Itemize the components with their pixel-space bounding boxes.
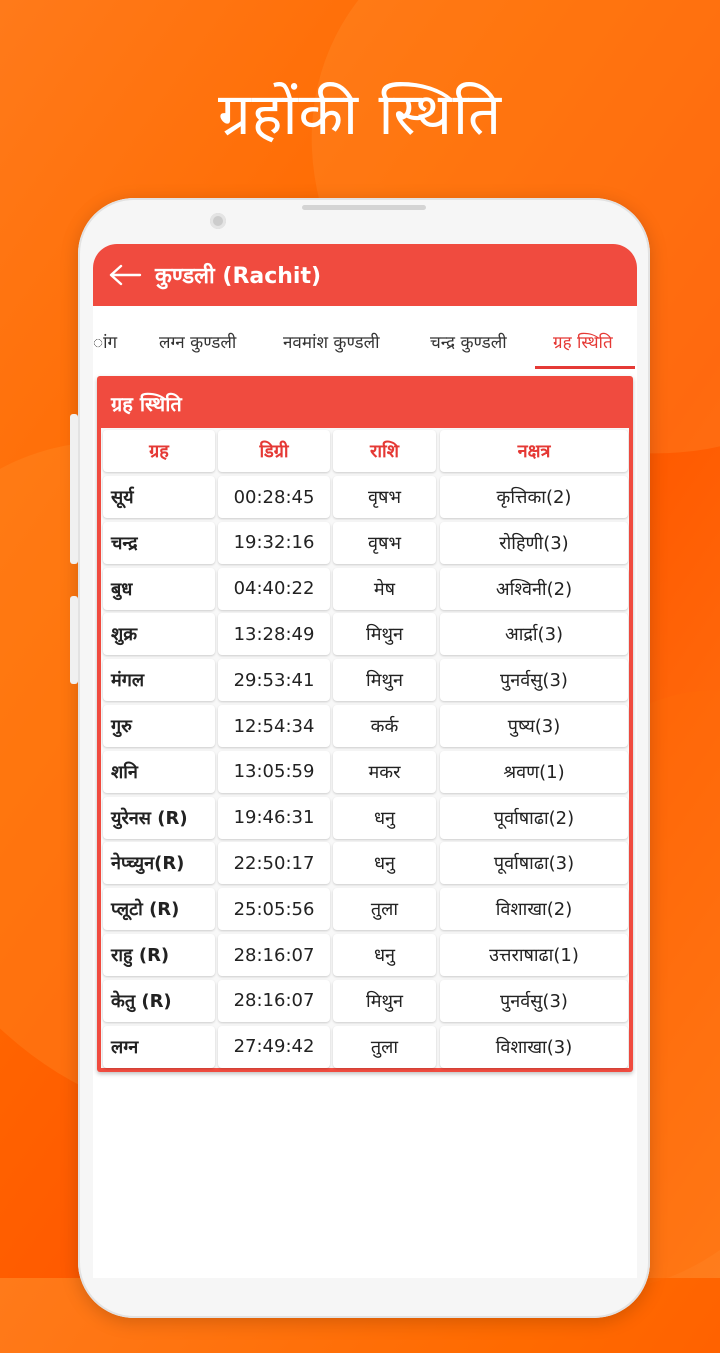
- column-header-degree: डिग्री: [218, 430, 330, 472]
- table-cell-planet: शुक्र: [103, 613, 215, 655]
- app-screen: [93, 244, 637, 1278]
- table-cell-degree: 19:32:16: [218, 522, 330, 564]
- column-header-planet: ग्रह: [103, 430, 215, 472]
- table-cell-planet: सूर्य: [103, 476, 215, 518]
- table-cell-degree: 13:05:59: [218, 751, 330, 793]
- table-cell-degree: 00:28:45: [218, 476, 330, 518]
- table-cell-rashi: मेष: [333, 568, 436, 610]
- table-cell-nakshatra: पुष्य(3): [440, 705, 628, 747]
- table-cell-planet: बुध: [103, 568, 215, 610]
- table-cell-rashi: तुला: [333, 888, 436, 930]
- table-cell-degree: 29:53:41: [218, 659, 330, 701]
- table-cell-degree: 28:16:07: [218, 934, 330, 976]
- table-cell-planet: युरेनस (R): [103, 797, 215, 839]
- table-cell-rashi: मिथुन: [333, 659, 436, 701]
- active-tab-indicator: [535, 366, 635, 369]
- table-cell-nakshatra: विशाखा(2): [440, 888, 628, 930]
- table-cell-planet: लग्न: [103, 1026, 215, 1068]
- table-cell-rashi: तुला: [333, 1026, 436, 1068]
- tab-graha-sthiti[interactable]: ग्रह स्थिति: [553, 333, 613, 353]
- tab-chandra-kundali[interactable]: चन्द्र कुण्डली: [430, 333, 507, 353]
- table-cell-nakshatra: रोहिणी(3): [440, 522, 628, 564]
- table-cell-planet: शनि: [103, 751, 215, 793]
- table-cell-nakshatra: विशाखा(3): [440, 1026, 628, 1068]
- table-cell-rashi: मिथुन: [333, 613, 436, 655]
- graha-sthiti-card: [97, 376, 633, 1072]
- table-cell-rashi: धनु: [333, 842, 436, 884]
- table-cell-degree: 28:16:07: [218, 980, 330, 1022]
- table-cell-planet: मंगल: [103, 659, 215, 701]
- app-bar: [93, 244, 637, 306]
- card-title: ग्रह स्थिति: [111, 392, 182, 416]
- phone-speaker: [302, 205, 426, 210]
- tab-bar: [93, 318, 637, 370]
- table-cell-nakshatra: पुनर्वसु(3): [440, 980, 628, 1022]
- table-cell-degree: 04:40:22: [218, 568, 330, 610]
- table-cell-nakshatra: आर्द्रा(3): [440, 613, 628, 655]
- table-cell-nakshatra: अश्विनी(2): [440, 568, 628, 610]
- table-cell-degree: 27:49:42: [218, 1026, 330, 1068]
- table-cell-planet: राहु (R): [103, 934, 215, 976]
- table-cell-rashi: धनु: [333, 934, 436, 976]
- table-cell-rashi: धनु: [333, 797, 436, 839]
- table-cell-rashi: कर्क: [333, 705, 436, 747]
- table-cell-rashi: वृषभ: [333, 476, 436, 518]
- table-cell-planet: गुरु: [103, 705, 215, 747]
- table-cell-degree: 12:54:34: [218, 705, 330, 747]
- tab-navamsha-kundali[interactable]: नवमांश कुण्डली: [283, 333, 380, 353]
- page-title: कुण्डली (Rachit): [155, 264, 322, 289]
- table-cell-nakshatra: कृत्तिका(2): [440, 476, 628, 518]
- tab-lagna-kundali[interactable]: लग्न कुण्डली: [159, 333, 237, 353]
- table-cell-planet: चन्द्र: [103, 522, 215, 564]
- table-cell-planet: केतु (R): [103, 980, 215, 1022]
- planet-table: [101, 428, 629, 1068]
- table-cell-degree: 19:46:31: [218, 797, 330, 839]
- camera-icon: [210, 213, 226, 229]
- column-header-rashi: राशि: [333, 430, 436, 472]
- phone-side-button: [70, 596, 78, 684]
- arrow-left-icon[interactable]: [107, 257, 143, 293]
- table-cell-degree: 25:05:56: [218, 888, 330, 930]
- table-cell-planet: नेप्च्युन(R): [103, 842, 215, 884]
- promo-headline: ग्रहोंकी स्थिति: [217, 80, 503, 148]
- table-cell-nakshatra: श्रवण(1): [440, 751, 628, 793]
- table-cell-nakshatra: पुनर्वसु(3): [440, 659, 628, 701]
- column-header-nakshatra: नक्षत्र: [440, 430, 628, 472]
- phone-side-button: [70, 414, 78, 564]
- table-cell-rashi: वृषभ: [333, 522, 436, 564]
- table-cell-degree: 22:50:17: [218, 842, 330, 884]
- table-cell-planet: प्लूटो (R): [103, 888, 215, 930]
- table-cell-nakshatra: उत्तराषाढा(1): [440, 934, 628, 976]
- tab-panchang[interactable]: ांग: [93, 333, 118, 353]
- table-cell-nakshatra: पूर्वाषाढा(3): [440, 842, 628, 884]
- table-cell-rashi: मिथुन: [333, 980, 436, 1022]
- table-cell-nakshatra: पूर्वाषाढा(2): [440, 797, 628, 839]
- table-cell-degree: 13:28:49: [218, 613, 330, 655]
- table-cell-rashi: मकर: [333, 751, 436, 793]
